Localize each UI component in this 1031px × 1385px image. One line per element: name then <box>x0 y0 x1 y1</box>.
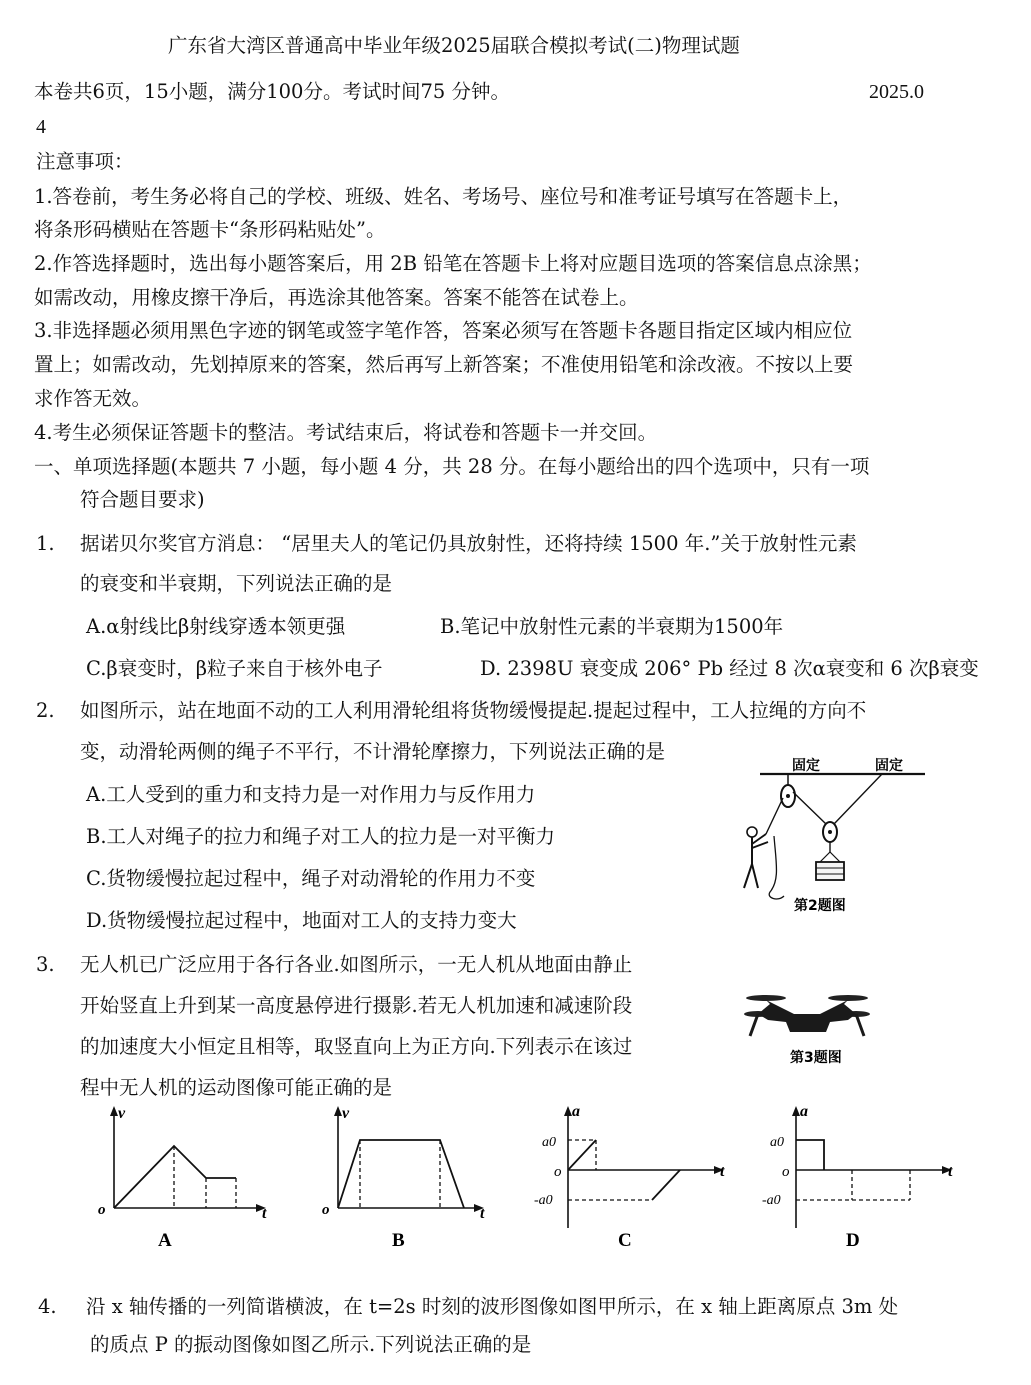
q2-pulley-figure <box>730 752 930 922</box>
q1-option-d: D. 2398U 衰变成 206° Pb 经过 8 次α衰变和 6 次β衰变 <box>480 657 979 680</box>
graph-d-neg: -a0 <box>762 1193 781 1208</box>
q1-option-b: B.笔记中放射性元素的半衰期为1500年 <box>440 615 784 638</box>
graph-c-origin: o <box>554 1164 562 1180</box>
worker <box>747 827 757 837</box>
graph-c-label: C <box>618 1230 632 1251</box>
graph-d-origin: o <box>782 1164 790 1180</box>
notice-3-line-3: 求作答无效。 <box>34 387 152 410</box>
q3-stem-line-4: 程中无人机的运动图像可能正确的是 <box>80 1076 393 1099</box>
exam-date: 2025.0 <box>869 81 924 103</box>
q2-option-b: B.工人对绳子的拉力和绳子对工人的拉力是一对平衡力 <box>86 825 556 848</box>
q3-figure-caption: 第3题图 <box>790 1050 842 1066</box>
notice-4: 4.考生必须保证答题卡的整洁。考试结束后，将试卷和答题卡一并交回。 <box>34 421 658 444</box>
q1-stem-line-1: 据诺贝尔奖官方消息： “居里夫人的笔记仍具放射性，还将持续 1500 年.”关于放射性元素 <box>80 532 857 555</box>
q2-stem-line-2: 变，动滑轮两侧的绳子不平行，不计滑轮摩擦力，下列说法正确的是 <box>80 740 666 763</box>
notice-1-line-2: 将条形码横贴在答题卡“条形码粘贴处”。 <box>34 218 386 241</box>
page-title: 广东省大湾区普通高中毕业年级2025届联合模拟考试(二)物理试题 <box>168 34 740 57</box>
fixed-label-2: 固定 <box>875 759 903 774</box>
graph-a-xlabel: t <box>262 1205 267 1222</box>
notice-2-line-2: 如需改动，用橡皮擦干净后，再选涂其他答案。答案不能答在试卷上。 <box>34 286 639 309</box>
q1-stem-line-2: 的衰变和半衰期，下列说法正确的是 <box>80 572 393 595</box>
q1-number: 1. <box>36 532 55 555</box>
graph-c-xlabel: t <box>720 1163 725 1180</box>
graph-b-origin: o <box>322 1202 330 1218</box>
q2-stem-line-1: 如图所示，站在地面不动的工人利用滑轮组将货物缓慢提起.提起过程中，工人拉绳的方向不 <box>80 699 867 722</box>
propeller-icon <box>828 995 868 1001</box>
graph-a-label: A <box>158 1230 172 1251</box>
graph-d-xlabel: t <box>948 1163 953 1180</box>
q3-number: 3. <box>36 953 55 976</box>
q3-stem-line-1: 无人机已广泛应用于各行各业.如图所示，一无人机从地面由静止 <box>80 953 633 976</box>
graph-b-label: B <box>392 1230 405 1251</box>
cargo-crate <box>816 862 844 880</box>
graph-b-ylabel: v <box>342 1105 350 1122</box>
q2-option-d: D.货物缓慢拉起过程中，地面对工人的支持力变大 <box>86 909 517 932</box>
propeller-icon <box>746 995 786 1001</box>
graph-a-ylabel: v <box>118 1105 126 1122</box>
q3-motion-graphs <box>90 1104 970 1254</box>
q3-stem-line-3: 的加速度大小恒定且相等，取竖直向上为正方向.下列表示在该过 <box>80 1035 633 1058</box>
graph-c-neg: -a0 <box>534 1193 553 1208</box>
exam-date-wrap: 4 <box>36 116 46 138</box>
graph-b <box>322 1105 485 1251</box>
exam-info: 本卷共6页，15小题，满分100分。考试时间75 分钟。 <box>34 80 510 103</box>
q2-option-c: C.货物缓慢拉起过程中，绳子对动滑轮的作用力不变 <box>86 867 536 890</box>
graph-c-ylabel: a <box>572 1104 580 1120</box>
section-heading-cont: 符合题目要求) <box>80 488 205 511</box>
q4-stem-line-1: 沿 x 轴传播的一列简谐横波，在 t=2s 时刻的波形图像如图甲所示，在 x 轴上距离原点 3m 处 <box>86 1295 899 1318</box>
graph-c <box>534 1104 725 1251</box>
q1-option-a: A.α射线比β射线穿透本领更强 <box>86 615 346 638</box>
q3-drone-figure <box>744 984 874 1070</box>
fixed-label-1: 固定 <box>792 759 820 774</box>
graph-d-ylabel: a <box>800 1104 808 1120</box>
graph-c-pos: a0 <box>542 1135 556 1150</box>
q2-number: 2. <box>36 699 55 722</box>
notice-1-line-1: 1.答卷前，考生务必将自己的学校、班级、姓名、考场号、座位号和准考证号填写在答题卡上， <box>34 185 853 208</box>
graph-a <box>98 1105 267 1251</box>
notice-3-line-1: 3.非选择题必须用黑色字迹的钢笔或签字笔作答，答案必须写在答题卡各题目指定区域内相应位 <box>34 319 853 342</box>
q2-figure-caption: 第2题图 <box>794 898 846 914</box>
section-heading: 一、单项选择题(本题共 7 小题，每小题 4 分，共 28 分。在每小题给出的四个选项中，只有一项 <box>34 455 870 478</box>
graph-d-pos: a0 <box>770 1135 784 1150</box>
notice-heading: 注意事项： <box>36 150 134 173</box>
graph-b-xlabel: t <box>480 1205 485 1222</box>
q4-number: 4. <box>38 1295 57 1318</box>
drone-body <box>758 1000 856 1032</box>
graph-a-origin: o <box>98 1202 106 1218</box>
q1-option-c: C.β衰变时，β粒子来自于核外电子 <box>86 657 383 680</box>
q4-stem-line-2: 的质点 P 的振动图像如图乙所示.下列说法正确的是 <box>90 1333 532 1356</box>
notice-2-line-1: 2.作答选择题时，选出每小题答案后，用 2B 铅笔在答题卡上将对应题目选项的答案信息点涂黑； <box>34 252 872 275</box>
q3-stem-line-2: 开始竖直上升到某一高度悬停进行摄影.若无人机加速和减速阶段 <box>80 994 633 1017</box>
graph-d-label: D <box>846 1230 860 1251</box>
graph-d <box>762 1104 953 1251</box>
notice-3-line-2: 置上；如需改动，先划掉原来的答案，然后再写上新答案；不准使用铅笔和涂改液。不按以上要 <box>34 353 854 376</box>
q2-option-a: A.工人受到的重力和支持力是一对作用力与反作用力 <box>86 783 536 806</box>
